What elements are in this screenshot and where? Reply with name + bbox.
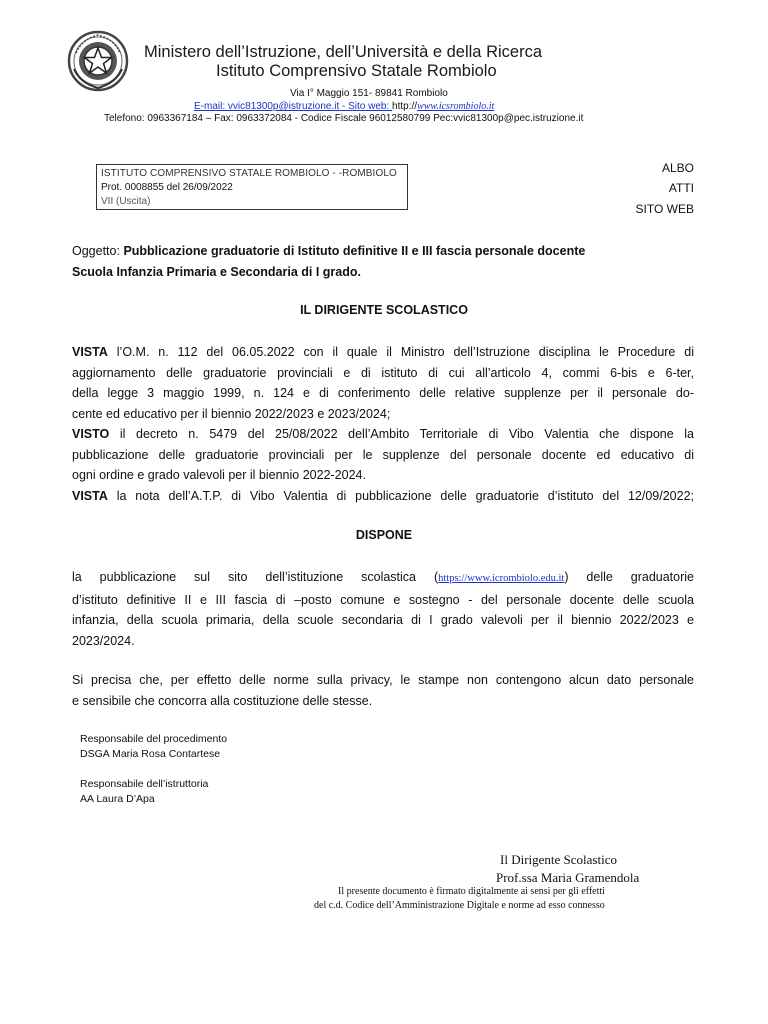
privacy-line-2: e sensibile che concorra alla costituzione delle stesse.: [72, 693, 373, 708]
visto-line-2: pubblicazione delle graduatorie provinciali per le supplenze del personale docente ed educativo di: [72, 447, 694, 462]
separator: -: [339, 101, 349, 112]
email-label: E-mail:: [194, 101, 228, 112]
republic-emblem-icon: [66, 29, 130, 93]
privacy-block: [72, 670, 694, 711]
site-prefix: http://: [392, 101, 418, 112]
site-label: Sito web:: [348, 101, 393, 112]
protocol-institute: ISTITUTO COMPRENSIVO STATALE ROMBIOLO - -ROMBIOLO: [101, 168, 397, 179]
signature-name: Prof.ssa Maria Gramendola: [496, 870, 640, 885]
dispone-block: [72, 567, 694, 651]
ministry-title: Ministero dell’Istruzione, dell’Università e della Ricerca: [144, 43, 542, 61]
responsible-procedure-name: DSGA Maria Rosa Contartese: [80, 748, 221, 760]
dispone-line-4: 2023/2024.: [72, 633, 135, 648]
school-site-link[interactable]: https://www.icrombiolo.edu.it: [438, 573, 565, 584]
subject-label: Oggetto:: [72, 244, 124, 258]
school-address: Via I° Maggio 151- 89841 Rombiolo: [290, 88, 448, 99]
visto-line-1: VISTO il decreto n. 5479 del 25/08/2022 dell’Ambito Territoriale di Vibo Valentia che dispone la: [72, 427, 694, 441]
protocol-stamp: [96, 164, 408, 210]
contact-line: [194, 101, 494, 113]
privacy-line-1: Si precisa che, per effetto delle norme sulla privacy, le stampe non contengono alcun dato personale: [72, 673, 694, 687]
dispone-line-2: d’istituto definitive II e III fascia di –posto comune e sostegno - del personale docente delle scuola: [72, 592, 694, 607]
vista1-line-1: VISTA l’O.M. n. 112 del 06.05.2022 con il quale il Ministro dell’Istruzione disciplina le Procedure di: [72, 345, 694, 359]
heading-dirigente: IL DIRIGENTE SCOLASTICO: [300, 303, 468, 317]
digital-signature-note-2: del c.d. Codice dell’Amministrazione Digitale e norme ad esso connesso: [314, 900, 605, 911]
vista2-line-1: VISTA la nota dell’A.T.P. di Vibo Valentia di pubblicazione delle graduatorie d’istituto del 12/09/2022;: [72, 488, 694, 503]
dispone-line-1: la pubblicazione sul sito dell’istituzione scolastica (https://www.icrombiolo.edu.it) delle graduatorie: [72, 570, 695, 584]
protocol-category: VII (Uscita): [101, 196, 151, 207]
phone-line: Telefono: 0963367184 – Fax: 0963372084 - Codice Fiscale 96012580799 Pec:vvic81300p@pec.istruzione.it: [104, 113, 584, 124]
visto-line-3: ogni ordine e grado valevoli per il biennio 2022-2024.: [72, 468, 366, 482]
dispone-line-3: infanzia, della scuola primaria, della scuole secondaria di I grado valevoli per il biennio 2022/2023 e: [72, 613, 694, 627]
responsible-instruction-label: Responsabile dell’istruttoria: [80, 778, 209, 790]
vista1-line-3: della legge 3 maggio 1999, n. 124 e di conferimento delle relative supplenze per il personale do-: [72, 386, 694, 400]
school-title: Istituto Comprensivo Statale Rombiolo: [216, 62, 497, 80]
destination-atti: ATTI: [668, 181, 694, 195]
protocol-number: Prot. 0008855 del 26/09/2022: [101, 182, 233, 193]
responsible-procedure-label: Responsabile del procedimento: [80, 733, 228, 745]
signature-title: Il Dirigente Scolastico: [500, 852, 617, 867]
responsible-instruction-name: AA Laura D’Apa: [80, 793, 155, 805]
email-link[interactable]: vvic81300p@istruzione.it: [227, 101, 340, 112]
destination-sito-web: SITO WEB: [635, 202, 694, 216]
heading-dispone: DISPONE: [355, 528, 413, 542]
destination-albo: ALBO: [661, 161, 694, 175]
premises-block: [72, 342, 694, 506]
subject-line-1: Pubblicazione graduatorie di Istituto definitive II e III fascia personale docente: [123, 244, 586, 258]
vista1-line-2: aggiornamento delle graduatorie provinciali e di istituto di cui all’articolo 4, commi 6-bis e 6-ter,: [72, 365, 694, 380]
vista1-line-4: cente ed educativo per il biennio 2022/2023 e 2023/2024;: [72, 406, 391, 421]
subject-block: [72, 241, 702, 283]
subject-line-2: Scuola Infanzia Primaria e Secondaria di I grado.: [72, 265, 361, 279]
site-link[interactable]: www.icsrombiolo.it: [417, 101, 495, 112]
digital-signature-note-1: Il presente documento è firmato digitalmente ai sensi per gli effetti: [338, 886, 605, 897]
